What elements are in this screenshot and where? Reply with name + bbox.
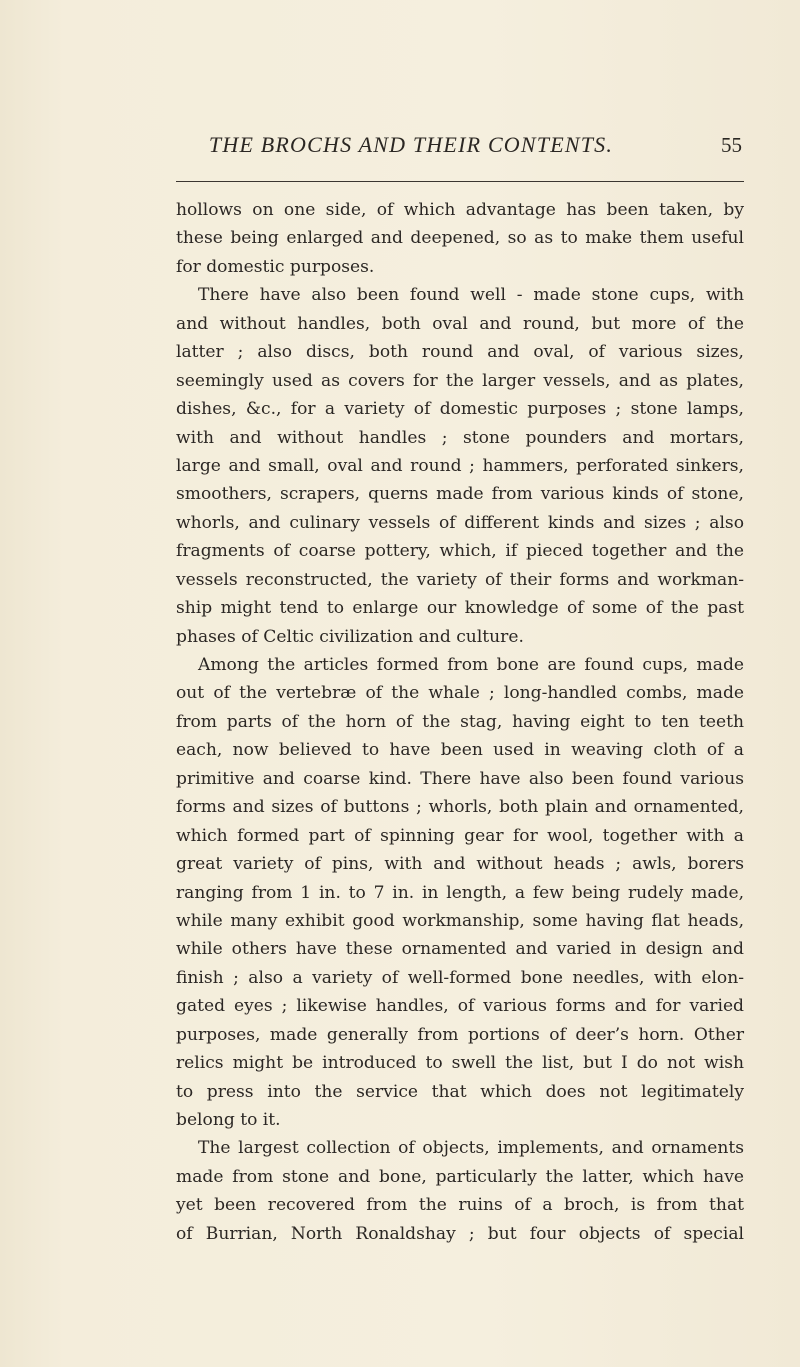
- text-line: these being enlarged and deepened, so as to make them useful: [176, 228, 744, 249]
- text-line: for domestic purposes.: [176, 256, 375, 277]
- text-line: and without handles, both oval and round, but more of the: [176, 313, 744, 334]
- text-line: smoothers, scrapers, querns made from various kinds of stone,: [176, 484, 744, 505]
- text-line: with and without handles ; stone pounders and mortars,: [176, 427, 744, 448]
- text-line: out of the vertebræ of the whale ; long-handled combs, made: [176, 683, 744, 704]
- text-line: primitive and coarse kind. There have also been found various: [176, 768, 744, 789]
- text-line: seemingly used as covers for the larger vessels, and as plates,: [176, 370, 744, 391]
- text-line: to press into the service that which does not legitimately: [176, 1081, 744, 1102]
- text-line: while others have these ornamented and varied in design and: [176, 939, 744, 960]
- body-text: [176, 196, 744, 1248]
- text-line: purposes, made generally from portions of deer’s horn. Other: [176, 1024, 744, 1045]
- text-line: gated eyes ; likewise handles, of various forms and for varied: [176, 996, 744, 1017]
- text-line: finish ; also a variety of well-formed bone needles, with elon-: [176, 967, 744, 988]
- text-line: while many exhibit good workmanship, some having flat heads,: [176, 910, 744, 931]
- text-line: belong to it.: [176, 1110, 281, 1130]
- running-title: THE BROCHS AND THEIR CONTENTS.: [208, 132, 614, 157]
- header-rule: [176, 181, 744, 182]
- text-line: large and small, oval and round ; hammers, perforated sinkers,: [176, 455, 744, 476]
- text-line: phases of Celtic civilization and culture.: [176, 626, 524, 647]
- page-header: [176, 132, 742, 166]
- text-line: dishes, &c., for a variety of domestic purposes ; stone lamps,: [176, 399, 744, 420]
- text-line: There have also been found well - made stone cups, with: [198, 285, 744, 306]
- text-line: which formed part of spinning gear for wool, together with a: [176, 825, 744, 846]
- text-line: great variety of pins, with and without heads ; awls, borers: [176, 854, 744, 875]
- text-line: latter ; also discs, both round and oval, of various sizes,: [176, 342, 744, 363]
- text-line: fragments of coarse pottery, which, if pieced together and the: [176, 541, 744, 562]
- text-line: yet been recovered from the ruins of a broch, is from that: [176, 1195, 744, 1216]
- text-line: forms and sizes of buttons ; whorls, both plain and ornamented,: [176, 797, 744, 818]
- text-line: Among the articles formed from bone are found cups, made: [198, 655, 744, 675]
- text-line: The largest collection of objects, implements, and ornaments: [198, 1138, 744, 1159]
- text-line: ship might tend to enlarge our knowledge of some of the past: [176, 598, 744, 619]
- text-line: vessels reconstructed, the variety of their forms and workman-: [176, 569, 744, 590]
- text-line: from parts of the horn of the stag, having eight to ten teeth: [176, 711, 744, 732]
- text-line: relics might be introduced to swell the list, but I do not wish: [176, 1053, 744, 1074]
- text-line: ranging from 1 in. to 7 in. in length, a few being rudely made,: [176, 882, 744, 903]
- text-line: made from stone and bone, particularly the latter, which have: [176, 1166, 744, 1187]
- page-number: 55: [721, 133, 742, 157]
- text-line: each, now believed to have been used in weaving cloth of a: [176, 740, 744, 761]
- text-line: whorls, and culinary vessels of different kinds and sizes ; also: [176, 512, 744, 533]
- text-line: hollows on one side, of which advantage has been taken, by: [176, 200, 744, 220]
- text-line: of Burrian, North Ronaldshay ; but four objects of special: [176, 1223, 744, 1244]
